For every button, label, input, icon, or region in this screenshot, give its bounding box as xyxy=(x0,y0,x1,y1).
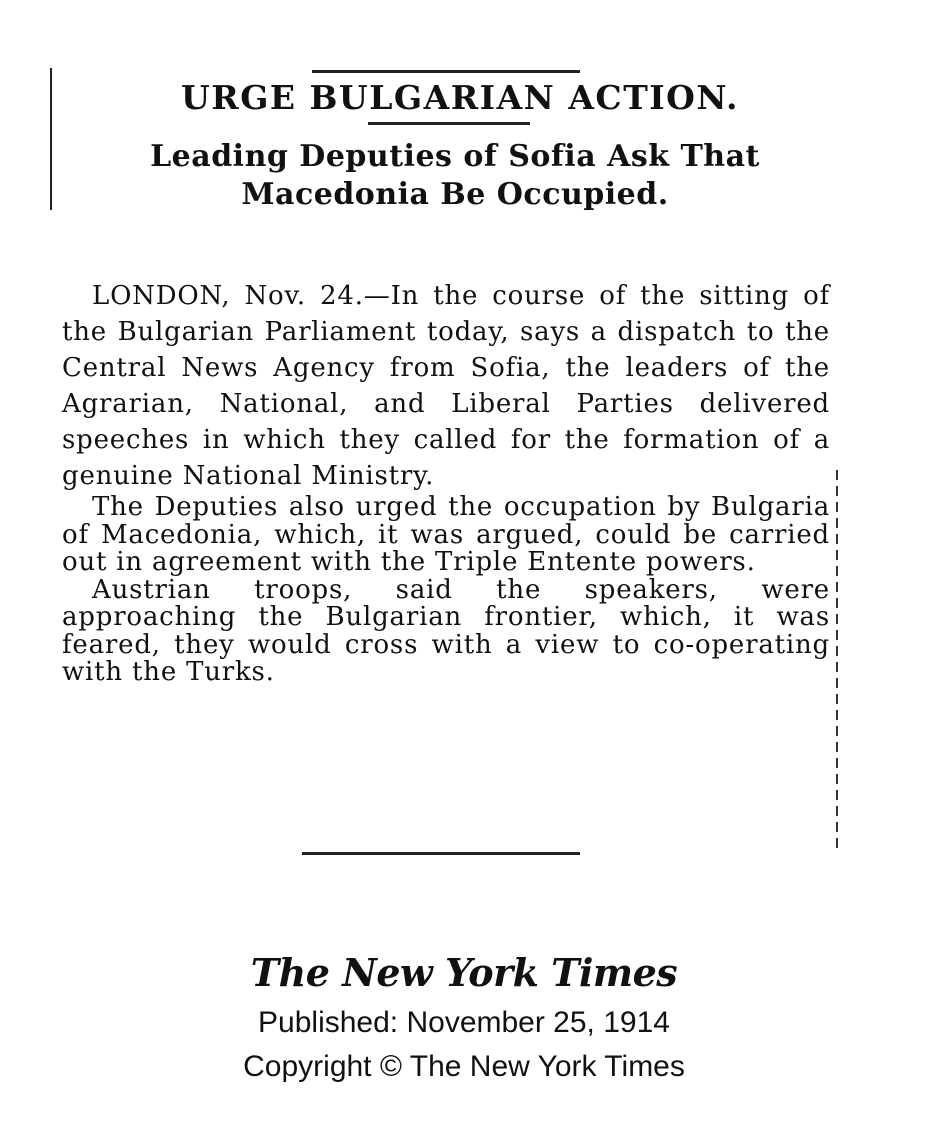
article-paragraph: Austrian troops, said the speakers, were approaching the Bulgarian frontier, which, it was feared, they would cross with a view to co-operating with the Turks. xyxy=(62,574,830,687)
article-paragraph: LONDON, Nov. 24.—In the course of the sitting of the Bulgarian Parliament today, says a dispatch to the Central News Agency from Sofia, the leaders of the Agrarian, National, and Liberal Parties delivered speeches in which they called for the formation of a genuine National Ministry. xyxy=(62,281,830,491)
article-body xyxy=(62,278,830,687)
footer xyxy=(0,945,928,1089)
headline: URGE BULGARIAN ACTION. xyxy=(181,78,739,117)
article-end-rule xyxy=(302,852,580,855)
headline-rule-middle xyxy=(368,122,530,125)
column-rule-left xyxy=(50,68,52,210)
column-rule-right xyxy=(836,470,838,850)
nyt-masthead-logo: The New York Times xyxy=(250,950,678,995)
headline-rule-top xyxy=(312,70,580,73)
published-date: Published: November 25, 1914 xyxy=(258,1006,670,1039)
article-paragraph: The Deputies also urged the occupation by Bulgaria of Macedonia, which, it was argued, could be carried out in agreement with the Triple Entente powers. xyxy=(62,492,830,577)
copyright-notice: Copyright © The New York Times xyxy=(243,1050,685,1083)
subheadline: Leading Deputies of Sofia Ask That Macedonia Be Occupied. xyxy=(150,139,760,212)
